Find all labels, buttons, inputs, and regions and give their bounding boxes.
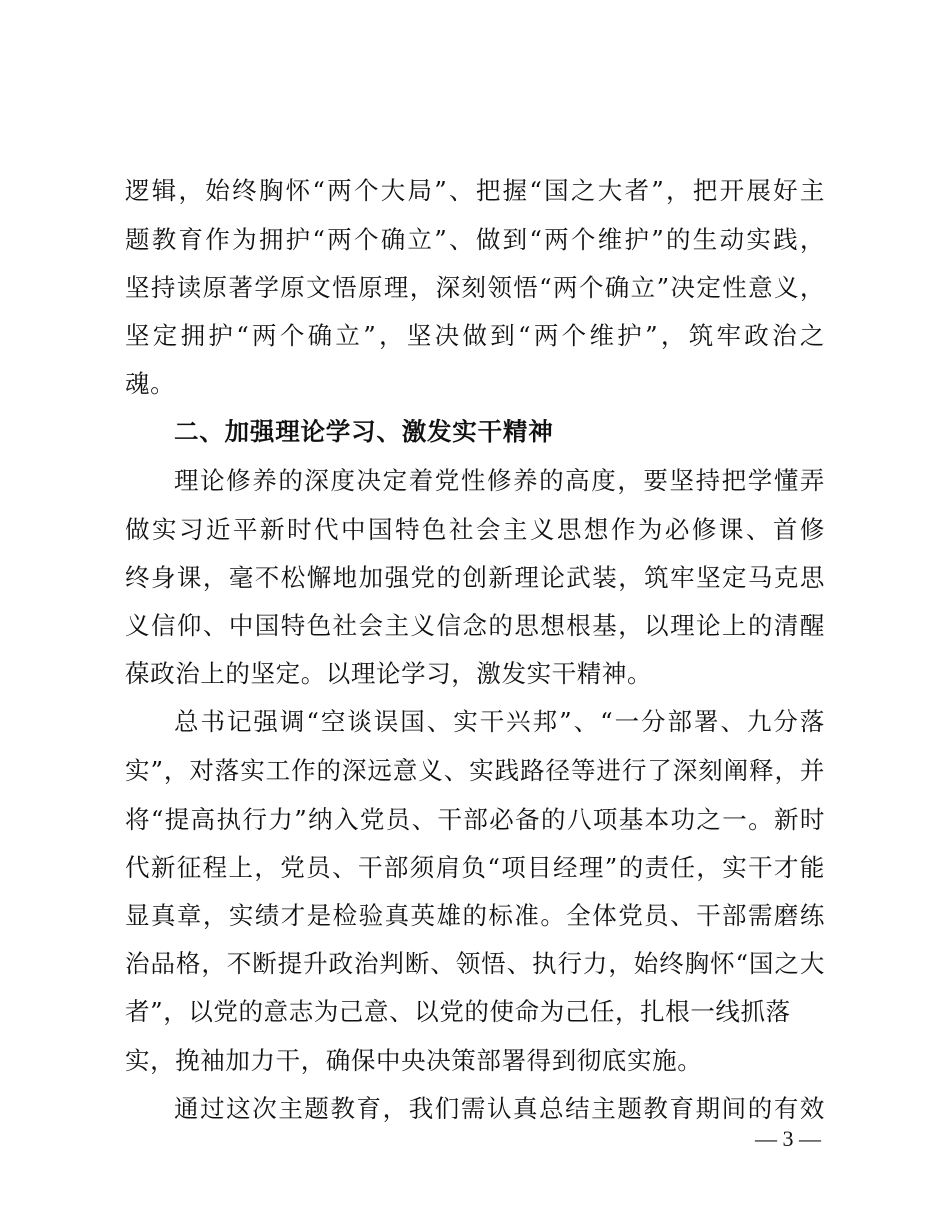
paragraph-line: 终身课，毫不松懈地加强党的创新理论武装，筑牢坚定马克思	[125, 563, 825, 592]
paragraph-line: 代新征程上，党员、干部须肩负“项目经理”的责任，实干才能	[125, 853, 825, 882]
paragraph-line: 实，挽袖加力干，确保中央决策部署得到彻底实施。	[125, 1046, 703, 1075]
paragraph-line: 坚定拥护“两个确立”，坚决做到“两个维护”，筑牢政治之	[125, 321, 825, 350]
paragraph-line: 逻辑，始终胸怀“两个大局”、把握“国之大者”，把开展好主	[125, 176, 825, 205]
paragraph-line: 坚持读原著学原文悟原理，深刻领悟“两个确立”决定性意义，	[125, 273, 825, 302]
paragraph-line: 魂。	[125, 369, 176, 398]
paragraph-line: 总书记强调“空谈误国、实干兴邦”、“一分部署、九分落	[174, 707, 825, 736]
paragraph-line: 义信仰、中国特色社会主义信念的思想根基，以理论上的清醒	[125, 611, 825, 640]
paragraph-line: 实”，对落实工作的深远意义、实践路径等进行了深刻阐释，并	[125, 756, 825, 785]
paragraph-line: 理论修养的深度决定着党性修养的高度，要坚持把学懂弄	[174, 466, 825, 495]
paragraph-line: 通过这次主题教育，我们需认真总结主题教育期间的有效	[174, 1094, 825, 1123]
paragraph-line: 显真章，实绩才是检验真英雄的标准。全体党员、干部需磨练	[125, 901, 825, 930]
page-number: — 3 —	[755, 1126, 821, 1151]
paragraph-line: 将“提高执行力”纳入党员、干部必备的八项基本功之一。新时	[125, 805, 825, 834]
paragraph-line: 做实习近平新时代中国特色社会主义思想作为必修课、首修	[125, 515, 825, 544]
paragraph-line: 葆政治上的坚定。以理论学习，激发实干精神。	[125, 659, 653, 688]
paragraph-line: 治品格，不断提升政治判断、领悟、执行力，始终胸怀“国之大	[125, 949, 825, 978]
paragraph-line: 题教育作为拥护“两个确立”、做到“两个维护”的生动实践，	[125, 225, 825, 254]
paragraph-line: 者”，以党的意志为己意、以党的使命为己任，扎根一线抓落	[125, 997, 791, 1026]
section-heading: 二、加强理论学习、激发实干精神	[174, 417, 554, 446]
